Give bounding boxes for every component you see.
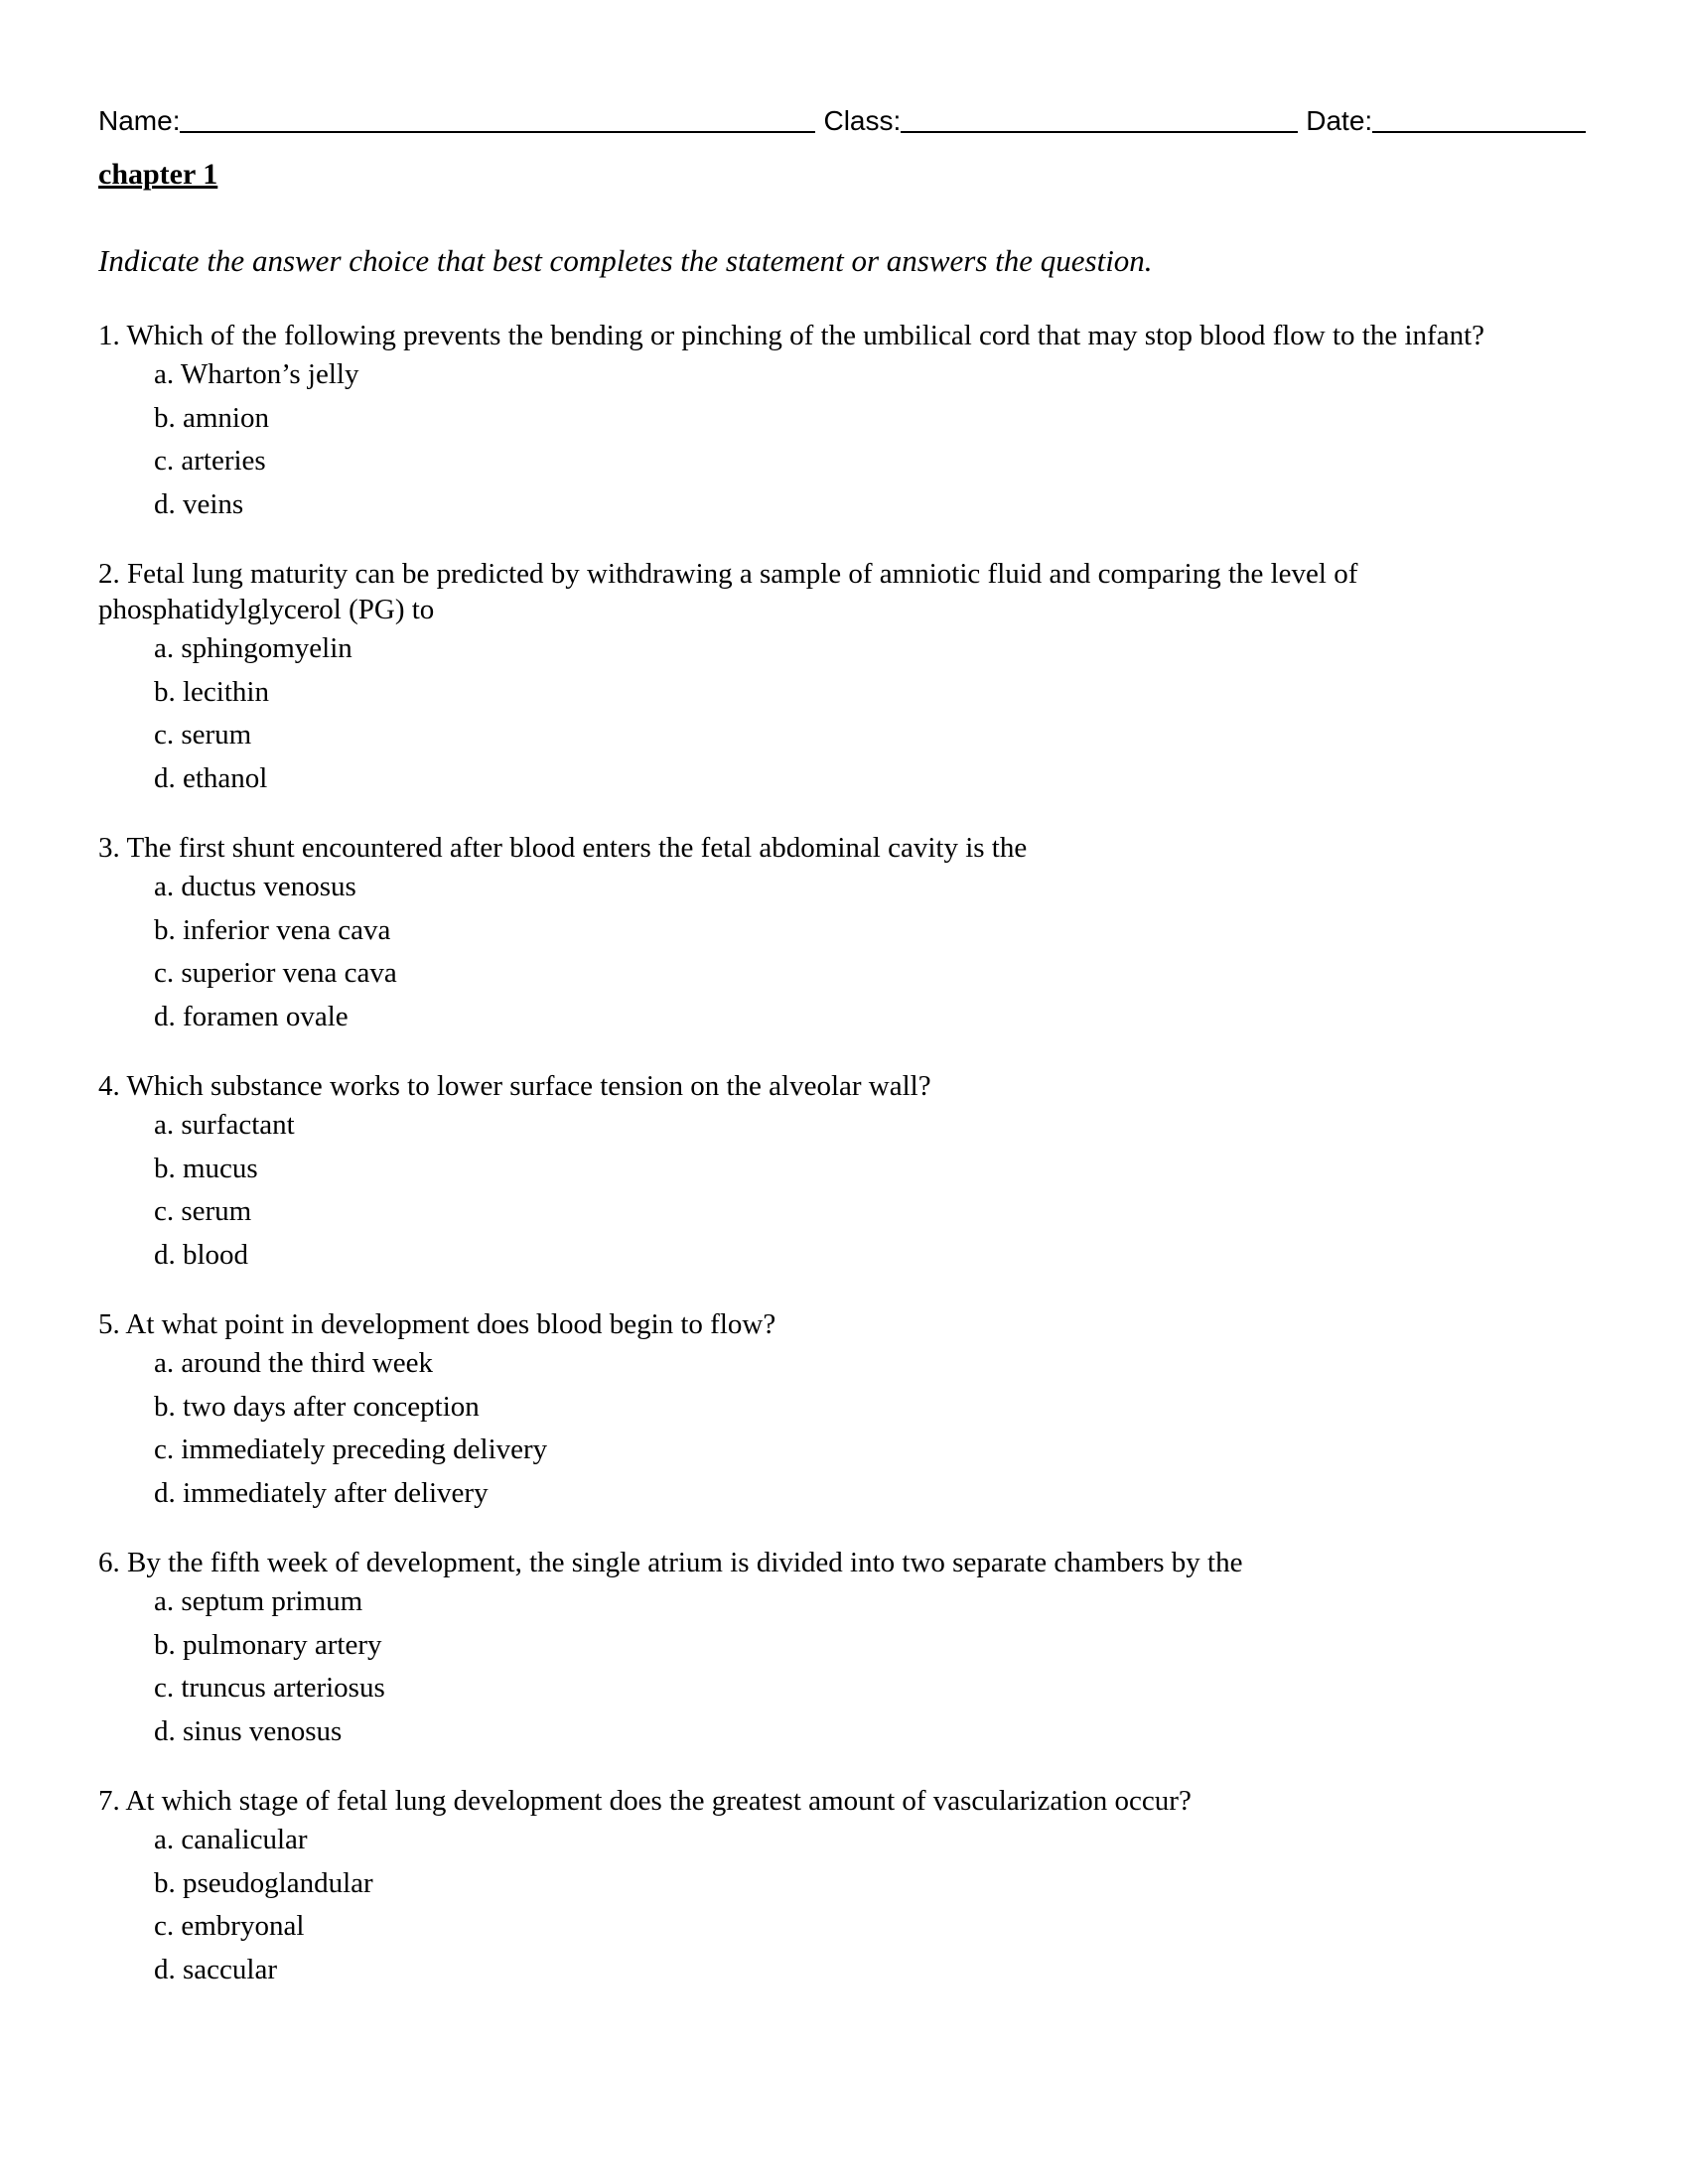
question-stem bbox=[98, 1783, 1588, 1819]
question-text: At what point in development does blood begin to flow? bbox=[125, 1308, 776, 1340]
answer-option: d. blood bbox=[154, 1238, 249, 1271]
question-number: 1. bbox=[98, 320, 120, 351]
answer-option: b. lecithin bbox=[154, 675, 269, 708]
question-text: The first shunt encountered after blood enters the fetal abdominal cavity is the bbox=[126, 832, 1028, 864]
question-stem bbox=[98, 830, 1588, 866]
answer-option: b. pulmonary artery bbox=[154, 1628, 382, 1661]
question-6 bbox=[98, 1545, 1588, 1753]
answer-options bbox=[98, 1580, 1588, 1753]
answer-options bbox=[98, 866, 1588, 1038]
name-field-line bbox=[180, 103, 815, 133]
answer-options bbox=[98, 1819, 1588, 1991]
answer-option: c. serum bbox=[154, 1195, 252, 1227]
question-number: 5. bbox=[98, 1308, 120, 1340]
answer-option: d. veins bbox=[154, 487, 244, 520]
question-stem bbox=[98, 1306, 1588, 1342]
question-text: By the fifth week of development, the single atrium is divided into two separate chambers by the bbox=[127, 1547, 1243, 1578]
class-field-line bbox=[901, 103, 1298, 133]
answer-option: b. two days after conception bbox=[154, 1390, 480, 1423]
question-number: 3. bbox=[98, 832, 120, 864]
answer-option: c. immediately preceding delivery bbox=[154, 1433, 548, 1465]
answer-option: b. mucus bbox=[154, 1152, 258, 1184]
answer-option: d. foramen ovale bbox=[154, 1000, 349, 1032]
question-1 bbox=[98, 318, 1588, 526]
question-4 bbox=[98, 1068, 1588, 1277]
header-row bbox=[98, 97, 1588, 137]
question-7 bbox=[98, 1783, 1588, 1991]
answer-option: a. around the third week bbox=[154, 1347, 434, 1379]
question-text: Which of the following prevents the bending or pinching of the umbilical cord that may stop blood flow to the infant? bbox=[126, 320, 1485, 351]
answer-option: b. inferior vena cava bbox=[154, 913, 391, 946]
question-3 bbox=[98, 830, 1588, 1038]
answer-option: c. truncus arteriosus bbox=[154, 1672, 385, 1704]
answer-option: a. canalicular bbox=[154, 1824, 308, 1855]
answer-option: d. ethanol bbox=[154, 761, 268, 794]
question-number: 7. bbox=[98, 1785, 120, 1817]
answer-option: b. amnion bbox=[154, 401, 269, 434]
question-stem bbox=[98, 1068, 1588, 1104]
answer-option: d. sinus venosus bbox=[154, 1714, 343, 1747]
answer-option: c. serum bbox=[154, 719, 252, 751]
chapter-title: chapter 1 bbox=[98, 158, 218, 191]
answer-options bbox=[98, 627, 1588, 800]
answer-option: c. embryonal bbox=[154, 1910, 305, 1942]
answer-option: a. surfactant bbox=[154, 1109, 295, 1141]
question-text: Which substance works to lower surface tension on the alveolar wall? bbox=[126, 1070, 931, 1102]
name-label: Name: bbox=[98, 105, 181, 136]
answer-options bbox=[98, 353, 1588, 526]
question-5 bbox=[98, 1306, 1588, 1515]
question-stem bbox=[98, 1545, 1588, 1580]
question-stem bbox=[98, 318, 1588, 353]
question-2 bbox=[98, 556, 1588, 800]
class-label: Class: bbox=[823, 105, 902, 136]
question-number: 2. bbox=[98, 558, 120, 590]
answer-option: a. septum primum bbox=[154, 1585, 363, 1617]
question-stem bbox=[98, 556, 1588, 627]
answer-option: c. superior vena cava bbox=[154, 957, 397, 989]
question-number: 4. bbox=[98, 1070, 120, 1102]
answer-option: a. ductus venosus bbox=[154, 871, 356, 902]
answer-option: a. sphingomyelin bbox=[154, 632, 352, 664]
date-label: Date: bbox=[1306, 105, 1373, 136]
answer-options bbox=[98, 1342, 1588, 1515]
answer-option: d. saccular bbox=[154, 1953, 277, 1985]
instructions: Indicate the answer choice that best completes the statement or answers the question. bbox=[98, 243, 1153, 278]
answer-option: b. pseudoglandular bbox=[154, 1866, 373, 1899]
date-field-line bbox=[1372, 103, 1586, 133]
answer-option: c. arteries bbox=[154, 445, 266, 477]
answer-option: a. Wharton’s jelly bbox=[154, 358, 359, 390]
answer-options bbox=[98, 1104, 1588, 1277]
question-list bbox=[98, 318, 1588, 2021]
question-text: Fetal lung maturity can be predicted by withdrawing a sample of amniotic fluid and comparing the level of phosphatidylglycerol (PG) to bbox=[98, 558, 1358, 625]
answer-option: d. immediately after delivery bbox=[154, 1476, 489, 1509]
question-text: At which stage of fetal lung development does the greatest amount of vascularization occur? bbox=[125, 1785, 1192, 1817]
question-number: 6. bbox=[98, 1547, 120, 1578]
